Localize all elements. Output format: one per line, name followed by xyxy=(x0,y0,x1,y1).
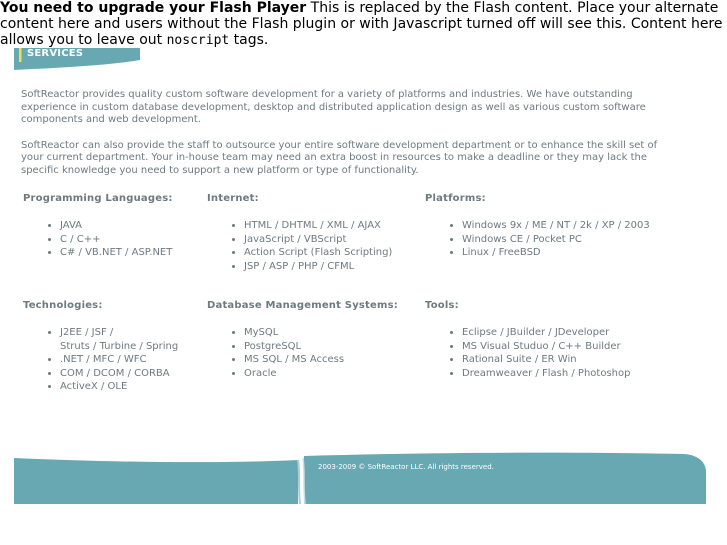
list-item: • Rational Suite / ER Win xyxy=(462,353,715,367)
services-intro xyxy=(21,89,681,191)
footer-band xyxy=(14,452,706,504)
category-list xyxy=(207,326,422,380)
list-item: • Windows 9x / ME / NT / 2k / XP / 2003 xyxy=(462,219,715,233)
category-title: Database Management Systems: xyxy=(207,300,398,311)
flash-notice-heading: You need to upgrade your Flash Player xyxy=(0,0,307,16)
list-item: • HTML / DHTML / XML / AJAX xyxy=(244,219,422,233)
list-item: • JSP / ASP / PHP / CFML xyxy=(244,260,422,274)
list-item: • .NET / MFC / WFC xyxy=(60,353,203,367)
list-item: • MS SQL / MS Access xyxy=(244,353,422,367)
category-internet xyxy=(207,192,422,273)
category-list xyxy=(23,326,203,394)
list-item: • Action Script (Flash Scripting) xyxy=(244,246,422,260)
list-item: • MS Visual Studuo / C++ Builder xyxy=(462,340,715,354)
category-title: Technologies: xyxy=(23,300,103,311)
services-tab-label: SERVICES xyxy=(27,48,84,59)
list-item: • JAVA xyxy=(60,219,203,233)
category-title: Programming Languages: xyxy=(23,193,173,204)
list-item: • PostgreSQL xyxy=(244,340,422,354)
intro-paragraph-2: SoftReactor can also provide the staff to outsource your entire software development department or to enhance the skill set of your current department. Your in-house team may need an extra boost in resources to make a deadline or they may lack the specific knowledge you need to support a new platform or type of functionality. xyxy=(21,139,658,176)
category-list xyxy=(207,219,422,273)
list-item: • JavaScript / VBScript xyxy=(244,233,422,247)
category-programming-languages xyxy=(23,192,203,260)
category-title: Platforms: xyxy=(425,193,486,204)
list-item: • COM / DCOM / CORBA xyxy=(60,367,203,381)
list-item: • Dreamweaver / Flash / Photoshop xyxy=(462,367,715,381)
category-database-management-systems xyxy=(207,299,422,380)
list-item-line: J2EE / JSF / xyxy=(60,327,114,338)
category-list xyxy=(23,219,203,260)
category-list xyxy=(425,219,715,260)
list-item-line: Struts / Turbine / Spring xyxy=(60,340,179,352)
list-item: • C# / VB.NET / ASP.NET xyxy=(60,246,203,260)
intro-paragraph-1: SoftReactor provides quality custom software development for a variety of platforms and industries. We have outstanding experience in custom database development, desktop and distributed application design as well as various custom software components and web development. xyxy=(21,89,646,126)
flash-upgrade-notice xyxy=(0,0,727,49)
category-platforms xyxy=(425,192,715,260)
flash-notice-text: This is replaced by the Flash content. Place your alternate content here and users without the Flash plugin or with Javascript turned off will see this. Content here allows you to leave out xyxy=(0,0,723,48)
flash-notice-tail: tags. xyxy=(229,32,269,48)
list-item: • ActiveX / OLE xyxy=(60,380,203,394)
list-item: • Eclipse / JBuilder / JDeveloper xyxy=(462,326,715,340)
category-title: Internet: xyxy=(207,193,259,204)
flash-notice-code: noscript xyxy=(166,33,230,48)
category-list xyxy=(425,326,715,380)
list-item: • Windows CE / Pocket PC xyxy=(462,233,715,247)
category-title: Tools: xyxy=(425,300,459,311)
list-item: • MySQL xyxy=(244,326,422,340)
list-item: • Oracle xyxy=(244,367,422,381)
category-tools xyxy=(425,299,715,380)
list-item: • C / C++ xyxy=(60,233,203,247)
category-technologies xyxy=(23,299,203,394)
footer-copyright: 2003-2009 © SoftReactor LLC. All rights reserved. xyxy=(318,463,494,471)
list-item xyxy=(60,326,203,353)
list-item: • Linux / FreeBSD xyxy=(462,246,715,260)
